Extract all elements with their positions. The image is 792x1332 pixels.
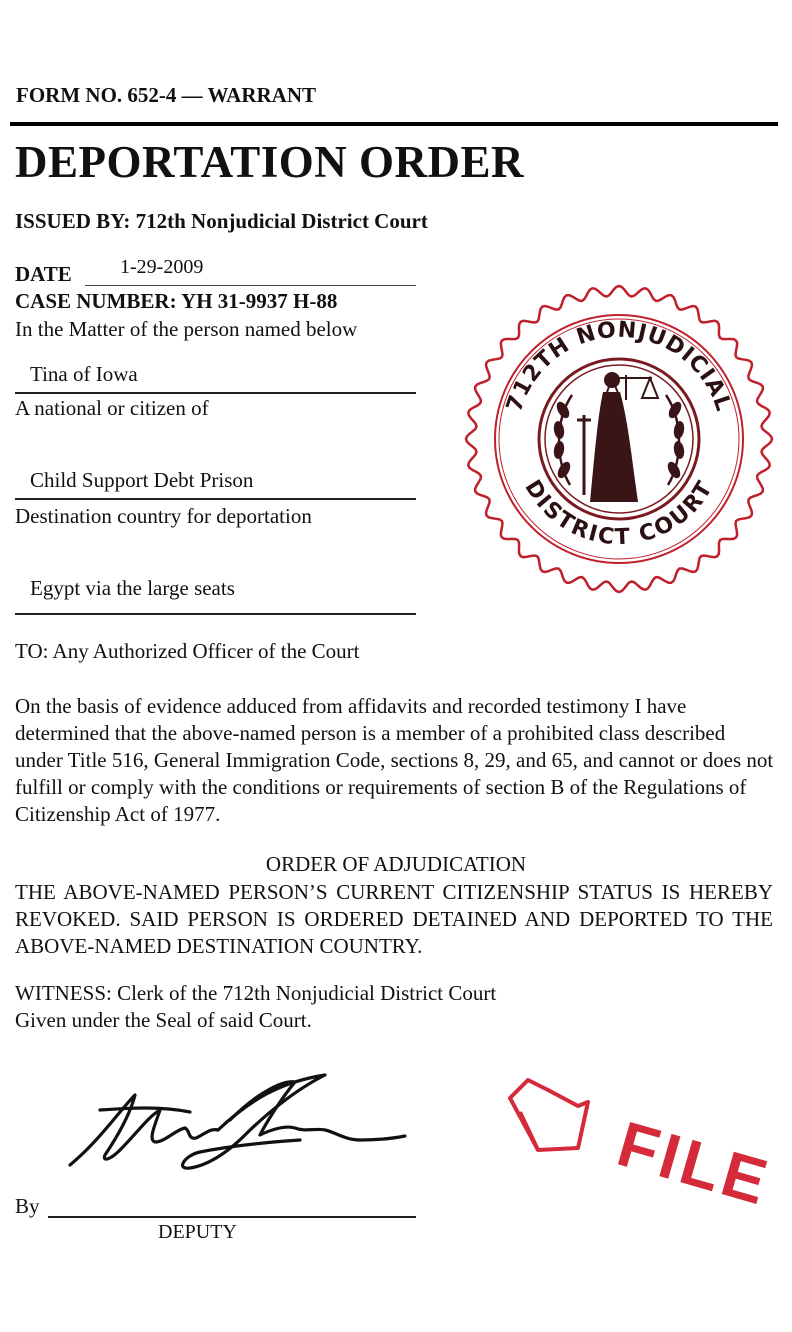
date-underline [85, 285, 416, 286]
signature-line [48, 1216, 416, 1218]
header-divider [10, 122, 778, 126]
issued-by: ISSUED BY: 712th Nonjudicial District Court [15, 209, 428, 233]
witness-block [15, 980, 496, 1034]
person-name: Tina of Iowa [30, 362, 138, 386]
file-stamp [498, 1068, 788, 1228]
destination-label: Destination country for deportation [15, 504, 312, 528]
signature-graphic [60, 1070, 420, 1190]
nationality-value: Child Support Debt Prison [30, 468, 254, 492]
seal-top-text: 712TH NONJUDICIAL [502, 317, 736, 415]
justice-figure-icon [553, 372, 686, 502]
date-value: 1-29-2009 [120, 256, 204, 278]
matter-label: In the Matter of the person named below [15, 317, 358, 341]
destination-value: Egypt via the large seats [30, 576, 235, 600]
person-name-underline [15, 392, 416, 394]
date-label: DATE [15, 262, 72, 286]
seal-bottom-text: DISTRICT COURT [519, 475, 719, 551]
national-label: A national or citizen of [15, 396, 209, 420]
findings-paragraph: On the basis of evidence adduced from affidavits and recorded testimony I have determined that the above-named person is a member of a prohibited class described under Title 516, General Immigration Code, sections 8, 29, and 65, and cannot or does not fulfill or comply with the conditions or requirements of section B of the Regulations of Citizenship Act of 1977. [15, 694, 774, 826]
nationality-underline [15, 498, 416, 500]
seal-line: Given under the Seal of said Court. [15, 1008, 312, 1032]
document-title: DEPORTATION ORDER [15, 137, 525, 187]
to-line: TO: Any Authorized Officer of the Court [15, 639, 360, 663]
folder-icon [510, 1080, 588, 1150]
witness-line: WITNESS: Clerk of the 712th Nonjudicial District Court [15, 981, 497, 1005]
stamp-text: FILE [610, 1107, 779, 1220]
order-heading: ORDER OF ADJUDICATION [265, 852, 527, 876]
by-label: By [15, 1194, 40, 1218]
court-seal [460, 280, 778, 598]
destination-underline [15, 613, 416, 615]
deputy-label: DEPUTY [158, 1221, 237, 1243]
order-text: THE ABOVE-NAMED PERSON’S CURRENT CITIZENSHIP STATUS IS HEREBY REVOKED. SAID PERSON IS ORDERED DETAINED AND DEPORTED TO THE ABOVE-NAMED DESTINATION COUNTRY. [15, 880, 773, 958]
form-number: FORM NO. 652-4 — WARRANT [16, 83, 317, 107]
case-number: CASE NUMBER: YH 31-9937 H-88 [15, 289, 338, 313]
